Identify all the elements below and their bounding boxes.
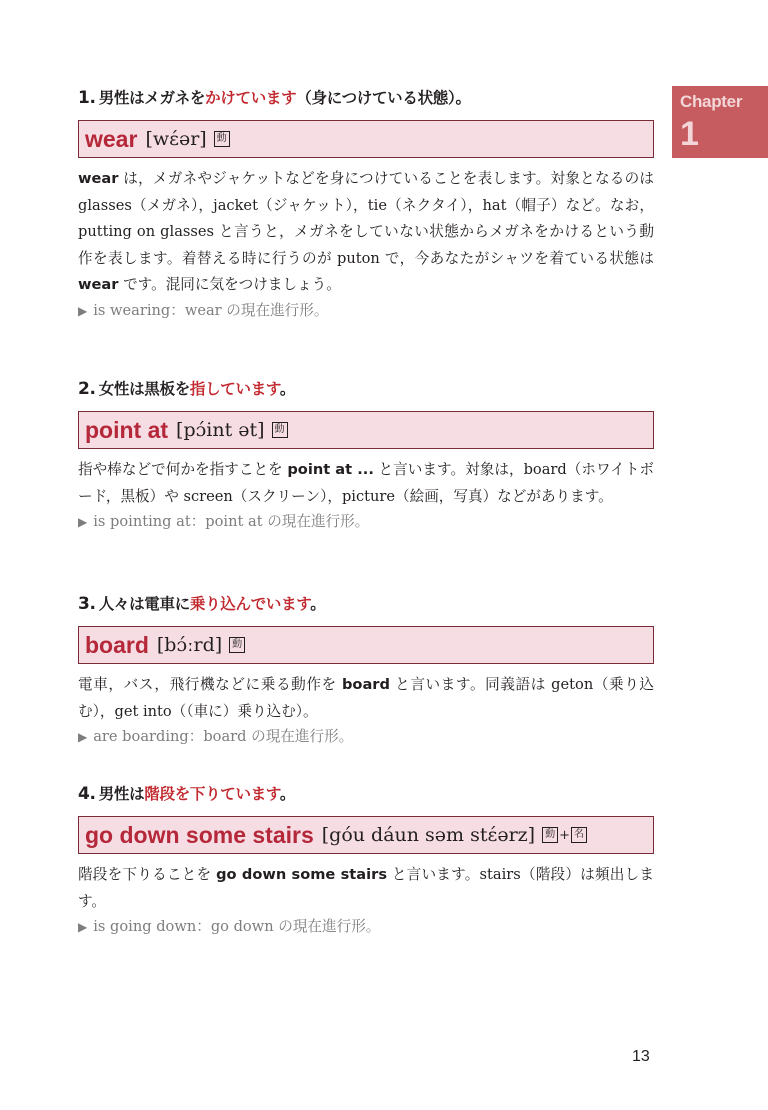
section-number: 2. bbox=[78, 379, 96, 399]
description-text: 階段を下りることを bbox=[78, 866, 217, 883]
section-heading bbox=[78, 377, 654, 401]
description-text: on（乗り込む），get into（（車に）乗り込む）。 bbox=[78, 676, 654, 720]
description-text: 子）など。なお，putting on glasses と言うと，メガネをしていない状態 bbox=[78, 196, 654, 240]
description-text: 指や棒などで何かを指すことを bbox=[78, 461, 288, 478]
section-heading bbox=[78, 592, 654, 616]
description-text: と言います。stairs（階段）は bbox=[387, 866, 595, 883]
note-text: is pointing at：point at の現在進行形。 bbox=[93, 513, 370, 530]
keyword: wear bbox=[78, 170, 119, 187]
pronunciation: [wέər] bbox=[145, 128, 207, 150]
section-heading bbox=[78, 86, 654, 110]
triangle-arrow-icon: ▶ bbox=[78, 515, 88, 529]
term: point at bbox=[85, 416, 169, 443]
description-text: です。混同に気をつけ bbox=[118, 276, 268, 293]
heading-text: 人々は電車に bbox=[98, 595, 190, 613]
heading-text: 女性は黒板を bbox=[98, 380, 190, 398]
vocab-section bbox=[78, 86, 654, 323]
part-of-speech-verb: 動 bbox=[542, 827, 558, 843]
triangle-arrow-icon: ▶ bbox=[78, 730, 88, 744]
description-text: からメガネをかけるという動作を表します。着替える時に行うのが put bbox=[78, 223, 654, 267]
description-text: 象となるのは glasses（メガネ），jacket（ジャケット），tie（ネクタイ），hat（帽 bbox=[78, 170, 654, 214]
pronunciation: [góu dáun səm stέərz] bbox=[321, 824, 536, 846]
part-of-speech-verb: 動 bbox=[272, 422, 288, 438]
description-text: は，メガネやジャケットなどを身につけていることを表します。対 bbox=[118, 170, 566, 187]
keyword: point at ... bbox=[287, 461, 374, 478]
section-number: 4. bbox=[78, 784, 96, 804]
heading-highlight: 指しています bbox=[189, 380, 280, 398]
part-of-speech-verb: 動 bbox=[214, 131, 230, 147]
pronunciation: [bɔ́ːrd] bbox=[156, 634, 223, 656]
term: board bbox=[85, 631, 149, 658]
description bbox=[78, 457, 654, 510]
page-number: 13 bbox=[632, 1048, 650, 1065]
note-text: is going down：go down の現在進行形。 bbox=[93, 918, 381, 935]
section-number: 3. bbox=[78, 594, 96, 614]
note bbox=[78, 299, 654, 323]
heading-highlight: 階段を下りています bbox=[144, 785, 280, 803]
chapter-tab bbox=[672, 86, 768, 158]
description-text: 頻出します。 bbox=[78, 866, 654, 910]
term-box bbox=[78, 120, 654, 158]
plus-sign: + bbox=[559, 827, 570, 843]
section-heading bbox=[78, 782, 654, 806]
description-text: と言います。同義語は get bbox=[389, 676, 576, 693]
term-box bbox=[78, 816, 654, 854]
vocab-section bbox=[78, 782, 654, 939]
description-text: ワイトボード，黒板）や screen（スクリーン），picture（絵画，写真）な bbox=[78, 461, 655, 505]
note bbox=[78, 725, 654, 749]
heading-text-end: （身につけている状態）。 bbox=[296, 89, 471, 107]
keyword: go down some stairs bbox=[216, 866, 388, 883]
keyword: wear bbox=[78, 276, 119, 293]
description-text: 電車，バス，飛行機などに乗る動作を bbox=[78, 676, 342, 693]
note bbox=[78, 915, 654, 939]
triangle-arrow-icon: ▶ bbox=[78, 920, 88, 934]
heading-text: 男性は bbox=[98, 785, 145, 803]
term: go down some stairs bbox=[85, 821, 314, 848]
note-text: is wearing：wear の現在進行形。 bbox=[93, 301, 329, 319]
description bbox=[78, 672, 654, 725]
keyword: board bbox=[341, 676, 390, 693]
triangle-arrow-icon: ▶ bbox=[78, 303, 88, 318]
description bbox=[78, 166, 654, 299]
heading-highlight: かけています bbox=[205, 89, 297, 107]
heading-highlight: 乗り込んでいます bbox=[189, 595, 311, 613]
description-text: on で，今あなたがシャツを着ている状態は bbox=[361, 249, 654, 267]
section-number: 1. bbox=[78, 88, 96, 108]
description-text: どがあります。 bbox=[511, 487, 613, 505]
vocab-section bbox=[78, 377, 654, 534]
term-box bbox=[78, 411, 654, 449]
description-text: と言います。対象は，board（ホ bbox=[373, 461, 596, 478]
part-of-speech-noun: 名 bbox=[571, 827, 587, 843]
pronunciation: [pɔ́int ət] bbox=[176, 419, 265, 441]
term: wear bbox=[85, 125, 138, 152]
heading-text: 男性はメガネを bbox=[98, 89, 206, 107]
chapter-number: 1 bbox=[680, 115, 699, 153]
note-text: are boarding：board の現在進行形。 bbox=[93, 728, 354, 745]
description bbox=[78, 862, 654, 915]
term-box bbox=[78, 626, 654, 664]
heading-text-end: 。 bbox=[279, 785, 296, 803]
description-text: ましょう。 bbox=[267, 276, 341, 293]
part-of-speech-verb: 動 bbox=[229, 637, 245, 653]
chapter-label: Chapter bbox=[680, 92, 743, 111]
heading-text-end: 。 bbox=[310, 595, 326, 613]
heading-text-end: 。 bbox=[279, 380, 296, 398]
note bbox=[78, 510, 654, 534]
vocab-section bbox=[78, 592, 654, 749]
